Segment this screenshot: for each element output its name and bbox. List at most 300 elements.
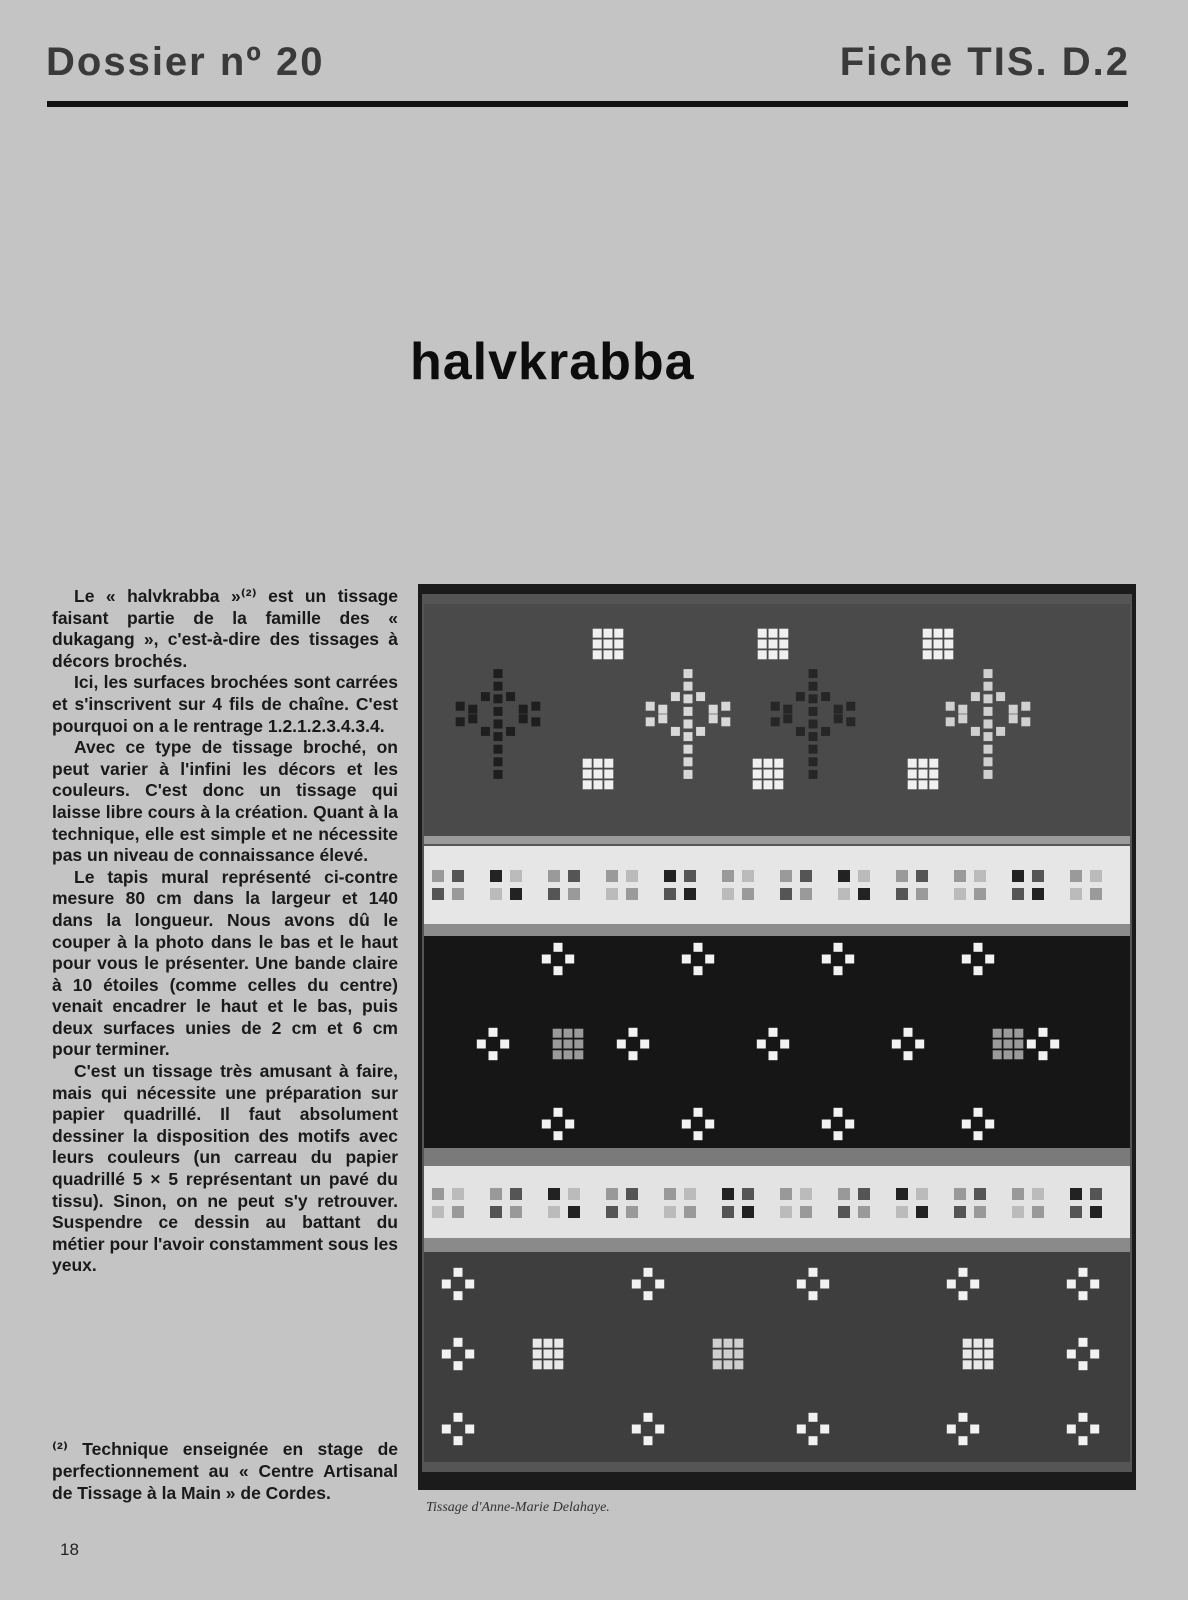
brocade-square — [984, 1360, 993, 1369]
weave-band-7 — [424, 1166, 1130, 1238]
brocade-square — [774, 759, 783, 768]
brocade-square — [845, 955, 854, 964]
brocade-square — [1014, 1029, 1023, 1038]
brocade-square — [780, 1040, 789, 1049]
brocade-square — [1079, 1413, 1088, 1422]
brocade-square — [821, 692, 830, 701]
brocade-square — [506, 727, 515, 736]
brocade-square — [594, 770, 603, 779]
brocade-square — [454, 1413, 463, 1422]
brocade-square — [442, 1350, 451, 1359]
weaving-photo — [418, 584, 1136, 1490]
brocade-square — [626, 888, 638, 900]
brocade-square — [916, 1188, 928, 1200]
brocade-square — [548, 870, 560, 882]
brocade-square — [684, 745, 693, 754]
weave-band-9 — [424, 1252, 1130, 1462]
brocade-square — [614, 650, 623, 659]
brocade-square — [544, 1360, 553, 1369]
brocade-square — [984, 669, 993, 678]
brocade-square — [1070, 888, 1082, 900]
brocade-square — [1067, 1350, 1076, 1359]
brocade-square — [796, 727, 805, 736]
brocade-square — [593, 640, 602, 649]
brocade-square — [1079, 1436, 1088, 1445]
brocade-square — [904, 1051, 913, 1060]
brocade-square — [632, 1280, 641, 1289]
brocade-square — [1090, 870, 1102, 882]
brocade-square — [962, 955, 971, 964]
brocade-square — [783, 714, 792, 723]
brocade-square — [548, 1206, 560, 1218]
brocade-square — [800, 1188, 812, 1200]
brocade-square — [1021, 717, 1030, 726]
brocade-square — [809, 682, 818, 691]
brocade-square — [984, 745, 993, 754]
brocade-square — [553, 1029, 562, 1038]
brocade-square — [984, 707, 993, 716]
brocade-square — [481, 692, 490, 701]
brocade-square — [974, 870, 986, 882]
brocade-square — [684, 720, 693, 729]
brocade-square — [923, 629, 932, 638]
brocade-square — [954, 1206, 966, 1218]
brocade-square — [646, 702, 655, 711]
brocade-square — [531, 702, 540, 711]
brocade-square — [985, 1120, 994, 1129]
brocade-square — [1004, 1029, 1013, 1038]
brocade-square — [684, 732, 693, 741]
brocade-square — [908, 759, 917, 768]
brocade-square — [705, 1120, 714, 1129]
brocade-square — [554, 1339, 563, 1348]
brocade-square — [984, 732, 993, 741]
brocade-square — [929, 770, 938, 779]
brocade-square — [432, 1188, 444, 1200]
brocade-square — [820, 1425, 829, 1434]
brocade-square — [963, 1339, 972, 1348]
brocade-square — [506, 692, 515, 701]
brocade-square — [565, 1120, 574, 1129]
brocade-square — [554, 966, 563, 975]
weave-band-4 — [424, 924, 1130, 936]
brocade-square — [919, 759, 928, 768]
brocade-square — [929, 759, 938, 768]
brocade-square — [542, 955, 551, 964]
brocade-square — [1014, 1040, 1023, 1049]
brocade-square — [531, 717, 540, 726]
brocade-square — [606, 1188, 618, 1200]
brocade-square — [494, 707, 503, 716]
brocade-square — [970, 1425, 979, 1434]
brocade-square — [544, 1339, 553, 1348]
brocade-square — [465, 1425, 474, 1434]
brocade-square — [984, 682, 993, 691]
brocade-square — [769, 1051, 778, 1060]
brocade-square — [742, 870, 754, 882]
brocade-square — [774, 780, 783, 789]
brocade-square — [655, 1280, 664, 1289]
brocade-square — [838, 888, 850, 900]
brocade-square — [554, 1131, 563, 1140]
brocade-square — [809, 770, 818, 779]
brocade-square — [671, 727, 680, 736]
brocade-square — [954, 870, 966, 882]
brocade-square — [658, 714, 667, 723]
brocade-square — [809, 1413, 818, 1422]
brocade-square — [554, 1350, 563, 1359]
body-paragraph-5: C'est un tissage très amusant à faire, mais qui nécessite une préparation sur papier quadrillé. Il faut absolument dessiner la disposition des motifs avec leurs couleurs (un carreau du papier quadrillé 5 × 5 représentant un pavé du tissu). Sinon, on ne peut s'y retrouver. Suspendre ce dessin au battant du métier pour l'avoir constamment sous les yeux. — [52, 1061, 398, 1276]
brocade-square — [764, 770, 773, 779]
brocade-square — [974, 1108, 983, 1117]
brocade-square — [984, 1339, 993, 1348]
photo-caption: Tissage d'Anne-Marie Delahaye. — [426, 1500, 610, 1515]
brocade-square — [947, 1425, 956, 1434]
brocade-square — [809, 694, 818, 703]
brocade-square — [915, 1040, 924, 1049]
brocade-square — [764, 780, 773, 789]
brocade-square — [684, 707, 693, 716]
brocade-square — [1012, 1206, 1024, 1218]
brocade-square — [574, 1050, 583, 1059]
brocade-square — [993, 1050, 1002, 1059]
brocade-square — [758, 629, 767, 638]
brocade-square — [929, 780, 938, 789]
brocade-square — [809, 757, 818, 766]
brocade-square — [494, 682, 503, 691]
brocade-square — [1050, 1040, 1059, 1049]
brocade-square — [644, 1436, 653, 1445]
brocade-square — [1079, 1361, 1088, 1370]
brocade-square — [1079, 1338, 1088, 1347]
brocade-square — [500, 1040, 509, 1049]
brocade-square — [974, 1206, 986, 1218]
brocade-square — [753, 759, 762, 768]
brocade-square — [958, 714, 967, 723]
brocade-square — [454, 1436, 463, 1445]
brocade-square — [713, 1360, 722, 1369]
brocade-square — [993, 1029, 1002, 1038]
brocade-square — [962, 1120, 971, 1129]
brocade-square — [713, 1339, 722, 1348]
brocade-square — [858, 1206, 870, 1218]
brocade-square — [510, 1206, 522, 1218]
brocade-square — [923, 650, 932, 659]
brocade-square — [944, 640, 953, 649]
page-number: 18 — [60, 1540, 79, 1559]
brocade-square — [432, 888, 444, 900]
brocade-square — [564, 1040, 573, 1049]
brocade-square — [916, 888, 928, 900]
brocade-square — [796, 692, 805, 701]
brocade-square — [908, 770, 917, 779]
brocade-square — [604, 759, 613, 768]
brocade-square — [934, 640, 943, 649]
brocade-square — [655, 1425, 664, 1434]
brocade-square — [809, 1268, 818, 1277]
brocade-square — [846, 717, 855, 726]
brocade-square — [606, 1206, 618, 1218]
brocade-square — [709, 705, 718, 714]
brocade-square — [632, 1425, 641, 1434]
brocade-square — [1021, 702, 1030, 711]
brocade-square — [959, 1413, 968, 1422]
brocade-square — [974, 888, 986, 900]
brocade-square — [742, 888, 754, 900]
brocade-square — [984, 694, 993, 703]
brocade-square — [721, 717, 730, 726]
brocade-square — [800, 870, 812, 882]
brocade-square — [724, 1360, 733, 1369]
brocade-square — [594, 759, 603, 768]
brocade-square — [896, 888, 908, 900]
brocade-square — [604, 780, 613, 789]
brocade-square — [565, 955, 574, 964]
brocade-square — [721, 702, 730, 711]
brocade-square — [1012, 888, 1024, 900]
brocade-square — [442, 1425, 451, 1434]
brocade-square — [553, 1040, 562, 1049]
brocade-square — [574, 1029, 583, 1038]
brocade-square — [780, 1188, 792, 1200]
brocade-square — [477, 1040, 486, 1049]
brocade-square — [896, 870, 908, 882]
brocade-square — [974, 1188, 986, 1200]
header-rule — [47, 101, 1128, 107]
brocade-square — [734, 1350, 743, 1359]
brocade-square — [771, 702, 780, 711]
brocade-square — [809, 1436, 818, 1445]
brocade-square — [959, 1268, 968, 1277]
brocade-square — [684, 669, 693, 678]
fiche-heading: Fiche TIS. D.2 — [839, 40, 1130, 84]
brocade-square — [834, 705, 843, 714]
weave-band-3 — [424, 846, 1130, 924]
brocade-square — [771, 717, 780, 726]
brocade-square — [959, 1436, 968, 1445]
brocade-square — [604, 640, 613, 649]
brocade-square — [1090, 1280, 1099, 1289]
brocade-square — [800, 888, 812, 900]
brocade-square — [568, 870, 580, 882]
brocade-square — [783, 705, 792, 714]
brocade-square — [465, 1350, 474, 1359]
brocade-square — [604, 650, 613, 659]
brocade-square — [519, 705, 528, 714]
brocade-square — [494, 732, 503, 741]
brocade-square — [640, 1040, 649, 1049]
brocade-square — [742, 1206, 754, 1218]
brocade-square — [963, 1350, 972, 1359]
weave-band-5 — [424, 936, 1130, 1148]
brocade-square — [722, 1188, 734, 1200]
brocade-square — [465, 1280, 474, 1289]
brocade-square — [858, 888, 870, 900]
brocade-square — [800, 1206, 812, 1218]
brocade-square — [822, 955, 831, 964]
brocade-square — [494, 757, 503, 766]
brocade-square — [494, 669, 503, 678]
brocade-square — [946, 702, 955, 711]
brocade-square — [753, 770, 762, 779]
brocade-square — [954, 1188, 966, 1200]
brocade-square — [996, 727, 1005, 736]
brocade-square — [724, 1350, 733, 1359]
brocade-square — [944, 629, 953, 638]
brocade-square — [959, 1291, 968, 1300]
brocade-square — [481, 727, 490, 736]
brocade-square — [456, 717, 465, 726]
brocade-square — [604, 770, 613, 779]
brocade-square — [442, 1280, 451, 1289]
brocade-square — [468, 705, 477, 714]
body-paragraph-1: Le « halvkrabba »⁽²⁾ est un tissage faisant partie de la famille des « dukagang », c'est-à-dire des tissages à décors brochés. — [52, 586, 398, 671]
brocade-square — [1032, 888, 1044, 900]
brocade-square — [974, 966, 983, 975]
brocade-square — [858, 870, 870, 882]
brocade-square — [1004, 1050, 1013, 1059]
brocade-square — [904, 1028, 913, 1037]
brocade-square — [1032, 1188, 1044, 1200]
brocade-square — [916, 1206, 928, 1218]
brocade-square — [984, 770, 993, 779]
brocade-square — [809, 1291, 818, 1300]
brocade-square — [946, 717, 955, 726]
brocade-square — [934, 629, 943, 638]
brocade-square — [845, 1120, 854, 1129]
brocade-square — [970, 1280, 979, 1289]
brocade-square — [564, 1050, 573, 1059]
brocade-square — [944, 650, 953, 659]
brocade-square — [705, 955, 714, 964]
brocade-square — [684, 1206, 696, 1218]
brocade-square — [614, 629, 623, 638]
brocade-square — [1032, 1206, 1044, 1218]
brocade-square — [452, 888, 464, 900]
brocade-square — [629, 1051, 638, 1060]
brocade-square — [452, 1206, 464, 1218]
brocade-square — [954, 888, 966, 900]
body-paragraph-3: Avec ce type de tissage broché, on peut varier à l'infini les décors et les couleurs. C'est donc un tissage qui laisse libre cours à la création. Quant à la technique, elle est simple et ne nécessite pas un niveau de connaissance élevé. — [52, 737, 398, 866]
brocade-square — [626, 1188, 638, 1200]
brocade-square — [454, 1338, 463, 1347]
brocade-square — [644, 1291, 653, 1300]
brocade-square — [694, 943, 703, 952]
brocade-square — [658, 705, 667, 714]
brocade-square — [984, 757, 993, 766]
brocade-square — [963, 1360, 972, 1369]
brocade-square — [974, 1339, 983, 1348]
brocade-square — [1079, 1268, 1088, 1277]
brocade-square — [510, 1188, 522, 1200]
brocade-square — [533, 1360, 542, 1369]
brocade-square — [574, 1040, 583, 1049]
brocade-square — [606, 870, 618, 882]
brocade-square — [494, 745, 503, 754]
brocade-square — [533, 1339, 542, 1348]
footnote: ⁽²⁾ Technique enseignée en stage de perfectionnement au « Centre Artisanal de Tissage à la Main » de Cordes. — [52, 1439, 398, 1503]
brocade-square — [533, 1350, 542, 1359]
brocade-square — [1079, 1291, 1088, 1300]
dossier-heading: Dossier nº 20 — [46, 40, 325, 84]
brocade-square — [809, 732, 818, 741]
brocade-square — [454, 1268, 463, 1277]
brocade-square — [984, 720, 993, 729]
brocade-square — [554, 1360, 563, 1369]
brocade-square — [958, 705, 967, 714]
brocade-square — [1039, 1051, 1048, 1060]
brocade-square — [916, 870, 928, 882]
brocade-square — [606, 888, 618, 900]
brocade-square — [779, 650, 788, 659]
brocade-square — [684, 1188, 696, 1200]
brocade-square — [769, 650, 778, 659]
brocade-square — [822, 1120, 831, 1129]
brocade-square — [779, 629, 788, 638]
brocade-square — [671, 692, 680, 701]
brocade-square — [617, 1040, 626, 1049]
brocade-square — [554, 943, 563, 952]
brocade-square — [593, 629, 602, 638]
brocade-square — [490, 1206, 502, 1218]
brocade-square — [694, 966, 703, 975]
brocade-square — [846, 702, 855, 711]
brocade-square — [432, 1206, 444, 1218]
brocade-square — [684, 757, 693, 766]
brocade-square — [644, 1413, 653, 1422]
brocade-square — [780, 888, 792, 900]
brocade-square — [971, 727, 980, 736]
brocade-square — [797, 1280, 806, 1289]
brocade-square — [809, 745, 818, 754]
brocade-square — [1067, 1280, 1076, 1289]
brocade-square — [583, 759, 592, 768]
brocade-square — [934, 650, 943, 659]
brocade-square — [974, 1350, 983, 1359]
brocade-square — [593, 650, 602, 659]
brocade-square — [996, 692, 1005, 701]
brocade-square — [490, 888, 502, 900]
brocade-square — [769, 1028, 778, 1037]
brocade-square — [734, 1339, 743, 1348]
brocade-square — [1090, 1425, 1099, 1434]
brocade-square — [758, 640, 767, 649]
brocade-square — [985, 955, 994, 964]
brocade-square — [896, 1206, 908, 1218]
brocade-square — [1012, 870, 1024, 882]
brocade-square — [722, 870, 734, 882]
body-paragraph-4: Le tapis mural représenté ci-contre mesure 80 cm dans la largeur et 140 dans la longueur. Nous avons dû le couper à la photo dans le bas et le haut pour vous le présenter. Une bande claire à 10 étoiles (comme celles du centre) venait encadrer le haut et le bas, puis deux surfaces unies de 2 cm et 6 cm pour terminer. — [52, 866, 398, 1060]
brocade-square — [542, 1120, 551, 1129]
brocade-square — [583, 780, 592, 789]
brocade-square — [452, 1188, 464, 1200]
brocade-square — [820, 1280, 829, 1289]
brocade-square — [1090, 1350, 1099, 1359]
brocade-square — [834, 1108, 843, 1117]
brocade-square — [757, 1040, 766, 1049]
brocade-square — [548, 888, 560, 900]
brocade-square — [494, 770, 503, 779]
brocade-square — [568, 1206, 580, 1218]
brocade-square — [594, 780, 603, 789]
brocade-square — [548, 1188, 560, 1200]
brocade-square — [947, 1280, 956, 1289]
brocade-square — [510, 888, 522, 900]
brocade-square — [684, 682, 693, 691]
brocade-square — [722, 1206, 734, 1218]
article-body — [52, 586, 398, 1277]
brocade-square — [604, 629, 613, 638]
